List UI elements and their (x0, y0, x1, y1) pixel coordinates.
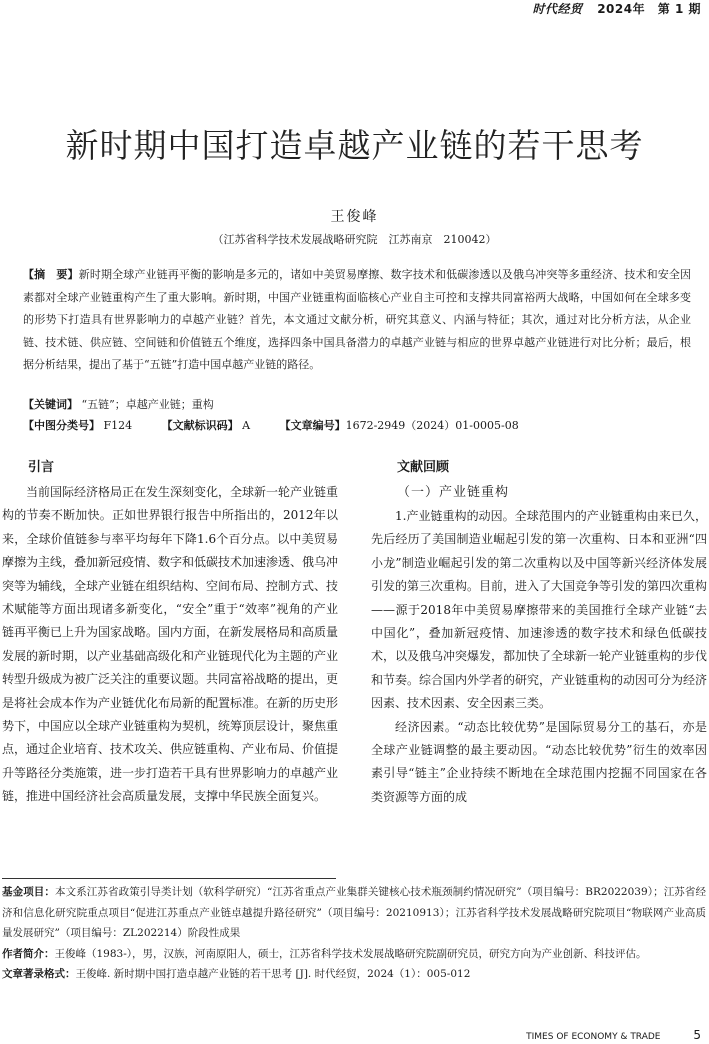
abstract-text: 新时期全球产业链再平衡的影响是多元的，诸如中美贸易摩擦、数字技术和低碳渗透以及俄乌冲突等多重经济、技术和安全因素都对全球产业链重构产生了重大影响。新时期，中国产业链重构面临核心产业自主可控和支撑共同富裕两大战略，中国如何在全球多变的形势下打造具有世界影响力的卓越产业链？首先，本文通过文献分析，研究其意义、内涵与特征；其次，通过对比分析方法，从企业链、技术链、供应链、空间链和价值链五个维度，选择四条中国具备潜力的卓越产业链与相应的世界卓越产业链进行对比分析；最后，根据分析结果，提出了基于“五链”打造中国卓越产业链的路径。 (23, 268, 692, 371)
doc-code-value: A (242, 419, 251, 432)
keywords-text: “五链”；卓越产业链；重构 (81, 398, 214, 411)
classification-line (23, 417, 519, 433)
section-heading-introduction: 引言 (28, 460, 55, 475)
author-affiliation: （江苏省科学技术发展战略研究院 江苏南京 210042） (212, 233, 497, 246)
subsection-heading: （一）产业链重构 (397, 485, 510, 500)
article-number-label: 【文章编号】 (279, 419, 346, 432)
footnotes (2, 882, 706, 985)
abstract-label: 【摘 要】 (23, 268, 79, 281)
footnote-label: 基金项目： (2, 886, 55, 898)
footnote-divider (2, 878, 336, 879)
journal-name: 时代经贸 (532, 2, 583, 16)
clc-label: 【中图分类号】 (23, 419, 100, 432)
keywords-label: 【关键词】 (23, 398, 78, 411)
footnote-text: 本文系江苏省政策引导类计划（软科学研究）“江苏省重点产业集群关键核心技术瓶颈制约情况研究”（项目编号：BR2022039）；江苏省经济和信息化研究院重点项目“促进江苏重点产业链卓越提升路径研究”（项目编号：20210913）；江苏省科学技术发展战略研究院项目“物联网产业高质量发展研究”（项目编号：ZL202214）阶段性成果 (2, 886, 706, 939)
right-column (371, 456, 707, 809)
keywords (23, 396, 214, 412)
running-head (532, 0, 701, 17)
footnote-label: 文章著录格式： (2, 968, 76, 980)
footnote-funding (2, 882, 706, 944)
footnote-citation (2, 964, 706, 985)
footnote-text: 王俊峰（1983-），男，汉族，河南原阳人，硕士，江苏省科学技术发展战略研究院副研究员，研究方向为产业创新、科技评估。 (54, 947, 647, 960)
issue-year: 2024年 (597, 2, 646, 16)
article-number-value: 1672-2949（2024）01-0005-08 (345, 419, 519, 432)
footnote-text: 王俊峰. 新时期中国打造卓越产业链的若干思考 [J]. 时代经贸，2024（1）：005-012 (75, 968, 471, 980)
footnote-label: 作者简介： (2, 947, 55, 960)
issue-number: 第 1 期 (657, 2, 701, 16)
abstract (23, 264, 691, 377)
paragraph: 经济因素。“动态比较优势”是国际贸易分工的基石，亦是全球产业链调整的最主要动因。“动态比较优势”衍生的效率因素引导“链主”企业持续不断地在全球范围内挖掘不同国家在各类资源等方面的成 (371, 719, 707, 804)
article-title: 新时期中国打造卓越产业链的若干思考 (65, 126, 644, 165)
section-heading-literature-review: 文献回顾 (397, 460, 450, 475)
journal-english-name: TIMES OF ECONOMY & TRADE (526, 1032, 661, 1042)
left-column (2, 456, 338, 809)
doc-code-label: 【文献标识码】 (161, 419, 239, 432)
author-name: 王俊峰 (330, 209, 379, 225)
page-number: 5 (693, 1028, 701, 1042)
page-footer (526, 1028, 701, 1042)
paragraph: 当前国际经济格局正在发生深刻变化，全球新一轮产业链重构的节奏不断加快。正如世界银行报告中所指出的，2012年以来，全球价值链参与率平均每年下降1.6个百分点。以中美贸易摩擦为主线，叠加新冠疫情、数字和低碳技术加速渗透、俄乌冲突等为辅线，全球产业链在组织结构、空间布局、控制方式、技术赋能等方面出现诸多新变化，“安全”重于“效率”视角的产业链再平衡已上升为国家战略。国内方面，在新发展格局和高质量发展的新时期，以产业基础高级化和产业链现代化为主题的产业转型升级成为被广泛关注的重要议题。共同富裕战略的提出，更是将社会成本作为产业链优化布局新的配置标准。在新的历史形势下，中国应以全球产业链重构为契机，统筹顶层设计，聚焦重点，通过企业培育、技术攻关、供应链重构、产业布局、价值提升等路径分类施策，进一步打造若干具有世界影响力的卓越产业链，推进中国经济社会高质量发展，支撑中华民族全面复兴。 (2, 485, 339, 804)
clc-value: F124 (103, 419, 133, 432)
footnote-author-bio (2, 944, 706, 965)
paragraph: 1.产业链重构的动因。全球范围内的产业链重构由来已久，先后经历了美国制造业崛起引发的第一次重构、日本和亚洲“四小龙”制造业崛起引发的第二次重构以及中国等新兴经济体发展引发的第三次重构。目前，进入了大国竞争等引发的第四次重构——源于2018年中美贸易摩擦带来的美国推行全球产业链“去中国化”，叠加新冠疫情、加速渗透的数字技术和绿色低碳技术，以及俄乌冲突爆发，都加快了全球新一轮产业链重构的步伐和节奏。综合国内外学者的研究，产业链重构的动因可分为经济因素、技术因素、安全因素三类。 (371, 509, 708, 711)
